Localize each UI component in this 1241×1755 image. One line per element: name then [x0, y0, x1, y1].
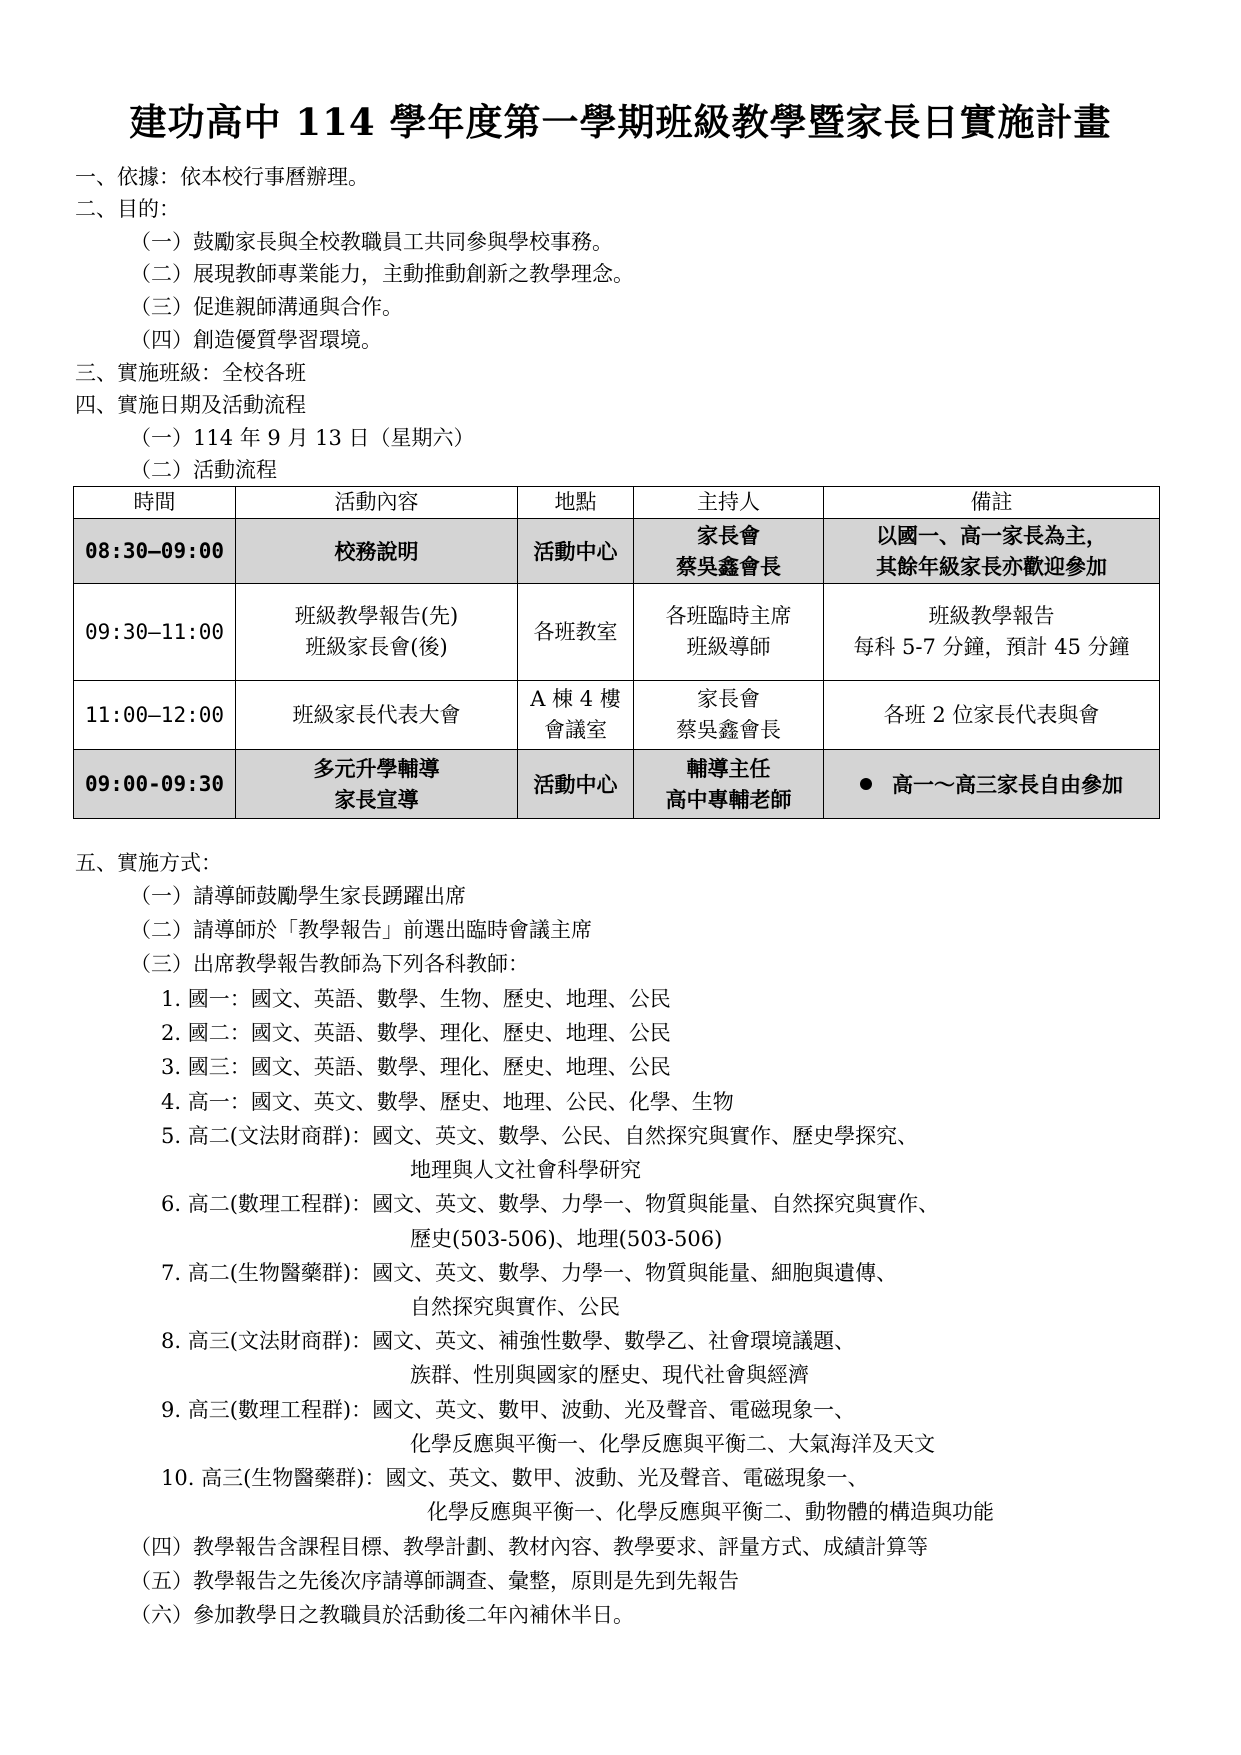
section-classes: 三、實施班級：全校各班 — [75, 361, 306, 385]
place-text: 會議室 — [544, 718, 607, 742]
method-item: （四）教學報告含課程目標、教學計劃、教材內容、教學要求、評量方式、成績計算等 — [130, 1535, 928, 1559]
cell-time — [74, 584, 236, 681]
subject-item-continued: 地理與人文社會科學研究 — [410, 1158, 641, 1182]
note-text: 其餘年級家長亦歡迎參加 — [876, 554, 1107, 579]
cell-note — [824, 681, 1160, 750]
note-text: 高一～高三家長自由參加 — [892, 771, 1123, 797]
subject-item: 6. 高二(數理工程群)：國文、英文、數學、力學一、物質與能量、自然探究與實作、 — [161, 1192, 940, 1216]
host-text: 班級導師 — [686, 635, 771, 659]
cell-host — [634, 584, 824, 681]
header-time: 時間 — [74, 487, 236, 519]
method-item: （三）出席教學報告教師為下列各科教師： — [130, 952, 529, 976]
time-text: 08:30—09:00 — [84, 538, 225, 563]
purpose-item: （一）鼓勵家長與全校教職員工共同參與學校事務。 — [130, 230, 613, 254]
time-text: 09:30—11:00 — [84, 619, 225, 644]
host-text: 家長會 — [697, 687, 760, 711]
subject-item: 8. 高三(文法財商群)：國文、英文、補強性數學、數學乙、社會環境議題、 — [161, 1329, 856, 1353]
header-note: 備註 — [824, 487, 1160, 519]
purpose-item: （四）創造優質學習環境。 — [130, 328, 382, 352]
note-text: 以國一、高一家長為主， — [876, 523, 1107, 548]
schedule-date: （一）114 年 9 月 13 日（星期六） — [130, 426, 475, 450]
cell-note — [824, 584, 1160, 681]
section-purpose: 二、目的： — [75, 197, 180, 221]
place-text: 活動中心 — [533, 538, 618, 564]
cell-place — [518, 750, 634, 819]
table-row — [74, 519, 1160, 584]
content-text: 家長宣導 — [334, 787, 419, 812]
header-place: 地點 — [518, 487, 634, 519]
method-item: （五）教學報告之先後次序請導師調查、彙整，原則是先到先報告 — [130, 1569, 739, 1593]
header-host: 主持人 — [634, 487, 824, 519]
cell-content — [236, 681, 518, 750]
content-text: 多元升學輔導 — [313, 756, 440, 781]
subject-item-continued: 化學反應與平衡一、化學反應與平衡二、動物體的構造與功能 — [427, 1500, 994, 1524]
cell-host — [634, 681, 824, 750]
section-method: 五、實施方式： — [75, 851, 222, 875]
subject-item-continued: 自然探究與實作、公民 — [410, 1295, 620, 1319]
content-text: 校務說明 — [334, 538, 419, 564]
method-item: （二）請導師於「教學報告」前選出臨時會議主席 — [130, 918, 592, 942]
cell-place — [518, 681, 634, 750]
place-text: 各班教室 — [533, 619, 618, 644]
bullet-icon — [860, 778, 872, 790]
note-text: 每科 5-7 分鐘，預計 45 分鐘 — [853, 635, 1130, 659]
cell-host — [634, 519, 824, 584]
subject-item-continued: 族群、性別與國家的歷史、現代社會與經濟 — [410, 1363, 809, 1387]
host-text: 蔡吳鑫會長 — [676, 554, 781, 579]
subject-item: 5. 高二(文法財商群)：國文、英文、數學、公民、自然探究與實作、歷史學探究、 — [161, 1124, 919, 1148]
cell-content — [236, 584, 518, 681]
place-text: A 棟 4 樓 — [530, 687, 621, 711]
subject-item: 4. 高一：國文、英文、數學、歷史、地理、公民、化學、生物 — [161, 1090, 734, 1114]
cell-time — [74, 750, 236, 819]
subject-item: 3. 國三：國文、英語、數學、理化、歷史、地理、公民 — [161, 1055, 671, 1079]
table-row — [74, 681, 1160, 750]
method-item: （一）請導師鼓勵學生家長踴躍出席 — [130, 884, 466, 908]
subject-item: 1. 國一：國文、英語、數學、生物、歷史、地理、公民 — [161, 987, 671, 1011]
document-title: 建功高中 114 學年度第一學期班級教學暨家長日實施計畫 — [129, 100, 1112, 144]
schedule-flow-label: （二）活動流程 — [130, 458, 277, 482]
subject-item-continued: 歷史(503-506)、地理(503-506) — [410, 1227, 723, 1251]
place-text: 活動中心 — [533, 771, 618, 797]
note-text: 各班 2 位家長代表與會 — [883, 702, 1100, 727]
cell-note — [824, 750, 1160, 819]
cell-place — [518, 584, 634, 681]
subject-item-continued: 化學反應與平衡一、化學反應與平衡二、大氣海洋及天文 — [410, 1432, 935, 1456]
host-text: 高中專輔老師 — [665, 787, 792, 812]
cell-content — [236, 519, 518, 584]
time-text: 09:00-09:30 — [84, 771, 225, 796]
section-basis: 一、依據：依本校行事曆辦理。 — [75, 165, 369, 189]
purpose-item: （三）促進親師溝通與合作。 — [130, 295, 403, 319]
method-item: （六）參加教學日之教職員於活動後二年內補休半日。 — [130, 1603, 634, 1627]
header-content: 活動內容 — [236, 487, 518, 519]
subject-item: 9. 高三(數理工程群)：國文、英文、數甲、波動、光及聲音、電磁現象一、 — [161, 1398, 856, 1422]
section-schedule: 四、實施日期及活動流程 — [75, 393, 306, 417]
content-text: 班級家長會(後) — [305, 635, 448, 659]
content-text: 班級教學報告(先) — [294, 604, 459, 628]
cell-place — [518, 519, 634, 584]
cell-time — [74, 681, 236, 750]
host-text: 各班臨時主席 — [665, 604, 792, 628]
note-text: 班級教學報告 — [928, 604, 1055, 628]
cell-host — [634, 750, 824, 819]
table-header-row — [74, 487, 1160, 519]
cell-note — [824, 519, 1160, 584]
host-text: 輔導主任 — [686, 756, 771, 781]
subject-item: 2. 國二：國文、英語、數學、理化、歷史、地理、公民 — [161, 1021, 671, 1045]
activity-flow-table — [73, 486, 1160, 819]
cell-time — [74, 519, 236, 584]
table-row — [74, 584, 1160, 681]
table-row — [74, 750, 1160, 819]
subject-item: 10. 高三(生物醫藥群)：國文、英文、數甲、波動、光及聲音、電磁現象一、 — [161, 1466, 869, 1490]
subject-item: 7. 高二(生物醫藥群)：國文、英文、數學、力學一、物質與能量、細胞與遺傳、 — [161, 1261, 898, 1285]
purpose-item: （二）展現教師專業能力，主動推動創新之教學理念。 — [130, 262, 634, 286]
time-text: 11:00—12:00 — [84, 702, 225, 727]
host-text: 蔡吳鑫會長 — [676, 718, 781, 742]
host-text: 家長會 — [697, 523, 760, 548]
content-text: 班級家長代表大會 — [292, 702, 461, 727]
cell-content — [236, 750, 518, 819]
